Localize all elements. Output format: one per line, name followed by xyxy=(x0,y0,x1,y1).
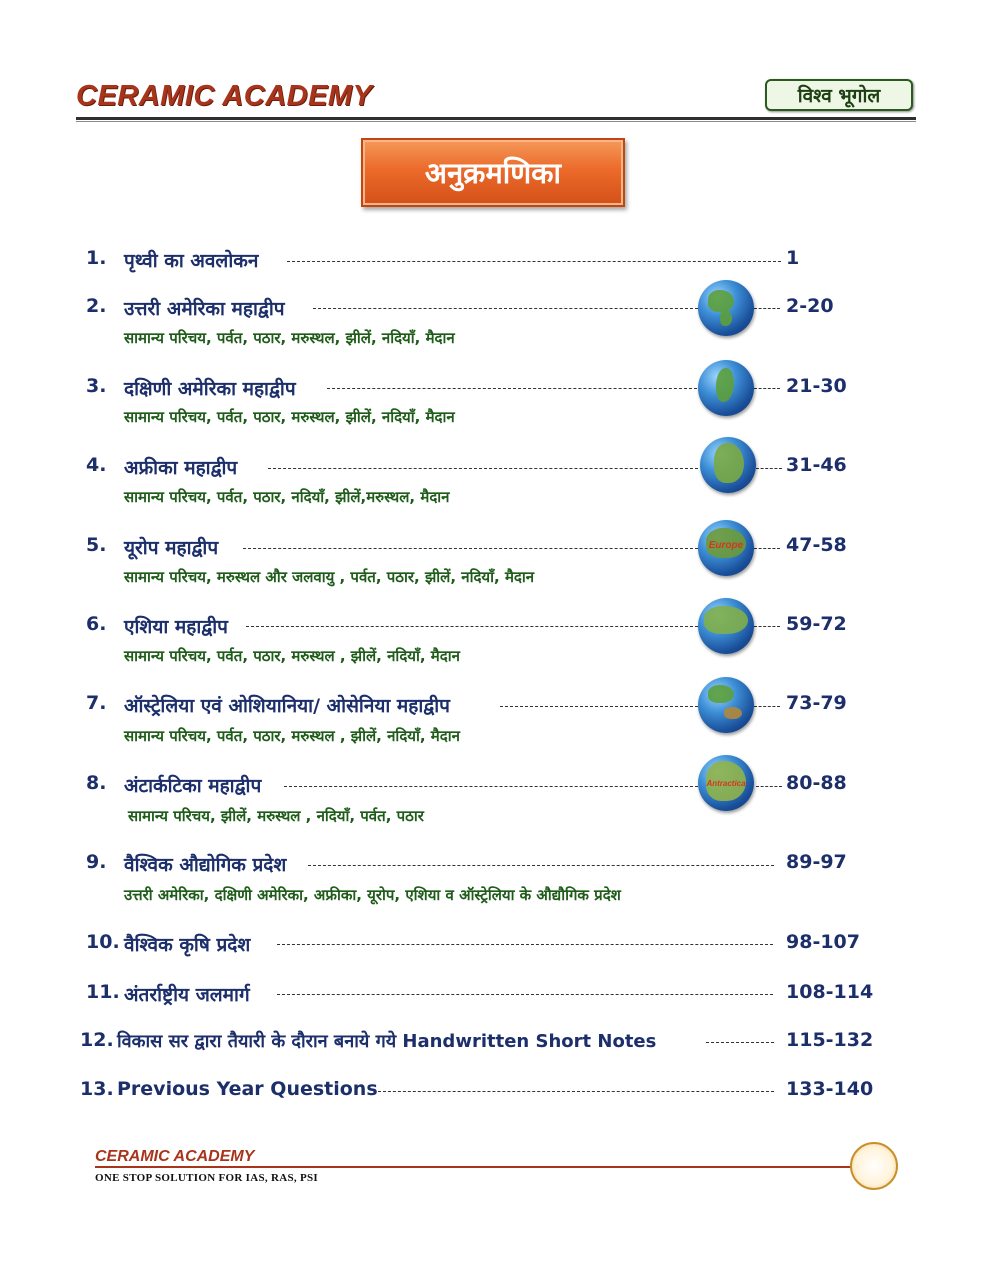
north-america-globe-icon xyxy=(698,280,754,336)
entry-number: 5. xyxy=(86,534,107,556)
europe-globe-icon xyxy=(698,520,754,576)
entry-title: दक्षिणी अमेरिका महाद्वीप xyxy=(124,378,296,400)
entry-number: 8. xyxy=(86,772,107,794)
entry-subtopics: सामान्य परिचय, पर्वत, पठार, मरुस्थल , झीलें, नदियाँ, मैदान xyxy=(124,647,460,665)
dot-leader xyxy=(327,388,697,389)
entry-number: 1. xyxy=(86,247,107,269)
africa-globe-icon xyxy=(700,437,756,493)
dot-leader xyxy=(754,388,780,389)
entry-title: विकास सर द्वारा तैयारी के दौरान बनाये गये Handwritten Short Notes xyxy=(117,1031,657,1052)
dot-leader xyxy=(313,308,698,309)
entry-subtopics: सामान्य परिचय, पर्वत, पठार, मरुस्थल, झीलें, नदियाँ, मैदान xyxy=(124,408,455,426)
header-rule xyxy=(76,117,916,120)
entry-title: Previous Year Questions xyxy=(117,1078,378,1100)
entry-pages: 47-58 xyxy=(786,534,847,556)
entry-pages: 73-79 xyxy=(786,692,847,714)
entry-pages: 98-107 xyxy=(786,931,860,953)
subject-badge: विश्व भूगोल xyxy=(765,79,913,111)
index-title: अनुक्रमणिका xyxy=(361,138,625,207)
entry-pages: 80-88 xyxy=(786,772,847,794)
entry-title: अंटार्कटिका महाद्वीप xyxy=(124,775,262,797)
header-rule-thin xyxy=(76,121,916,122)
entry-title: वैश्विक औद्योगिक प्रदेश xyxy=(124,854,287,876)
dot-leader xyxy=(378,1091,774,1092)
entry-number: 2. xyxy=(86,295,107,317)
dot-leader xyxy=(754,626,780,627)
dot-leader xyxy=(706,1042,774,1043)
entry-number: 13. xyxy=(80,1078,114,1100)
dot-leader xyxy=(756,468,782,469)
entry-subtopics: सामान्य परिचय, मरुस्थल और जलवायु , पर्वत, पठार, झीलें, नदियाँ, मैदान xyxy=(124,568,535,586)
entry-subtopics: सामान्य परिचय, पर्वत, पठार, मरुस्थल , झीलें, नदियाँ, मैदान xyxy=(124,727,460,745)
dot-leader xyxy=(754,548,780,549)
entry-subtopics: सामान्य परिचय, पर्वत, पठार, नदियाँ, झीलें,मरुस्थल, मैदान xyxy=(124,488,450,506)
dot-leader xyxy=(243,548,698,549)
footer-tagline: ONE STOP SOLUTION FOR IAS, RAS, PSI xyxy=(95,1172,319,1184)
dot-leader xyxy=(754,308,780,309)
footer-seal-icon xyxy=(850,1142,898,1190)
entry-title: अंतर्राष्ट्रीय जलमार्ग xyxy=(124,984,250,1006)
dot-leader xyxy=(287,261,781,262)
entry-number: 7. xyxy=(86,692,107,714)
entry-pages: 1 xyxy=(786,247,800,269)
dot-leader xyxy=(246,626,698,627)
south-america-globe-icon xyxy=(698,360,754,416)
entry-title: ऑस्ट्रेलिया एवं ओशियानिया/ ओसेनिया महाद्वीप xyxy=(124,695,450,717)
entry-number: 4. xyxy=(86,454,107,476)
entry-title: वैश्विक कृषि प्रदेश xyxy=(124,934,251,956)
entry-subtopics: सामान्य परिचय, पर्वत, पठार, मरुस्थल, झीलें, नदियाँ, मैदान xyxy=(124,329,455,347)
dot-leader xyxy=(268,468,698,469)
entry-title: एशिया महाद्वीप xyxy=(124,616,228,638)
dot-leader xyxy=(277,994,773,995)
dot-leader xyxy=(277,944,773,945)
antarctica-globe-icon xyxy=(698,755,754,811)
entry-number: 12. xyxy=(80,1029,114,1051)
header-brand: CERAMIC ACADEMY xyxy=(76,80,373,112)
entry-pages: 31-46 xyxy=(786,454,847,476)
entry-title: यूरोप महाद्वीप xyxy=(124,537,219,559)
dot-leader xyxy=(500,706,698,707)
footer-rule xyxy=(95,1166,855,1168)
entry-number: 3. xyxy=(86,375,107,397)
entry-pages: 115-132 xyxy=(786,1029,874,1051)
entry-title: अफ्रीका महाद्वीप xyxy=(124,457,238,479)
entry-subtopics: उत्तरी अमेरिका, दक्षिणी अमेरिका, अफ्रीका, यूरोप, एशिया व ऑस्ट्रेलिया के औद्यौगिक प्रदेश xyxy=(124,886,621,904)
globe-label: Antractica xyxy=(706,779,746,788)
dot-leader xyxy=(284,786,698,787)
dot-leader xyxy=(308,865,774,866)
australia-globe-icon xyxy=(698,677,754,733)
entry-pages: 133-140 xyxy=(786,1078,874,1100)
footer-brand: CERAMIC ACADEMY xyxy=(95,1148,255,1165)
dot-leader xyxy=(754,706,780,707)
entry-number: 9. xyxy=(86,851,107,873)
entry-pages: 89-97 xyxy=(786,851,847,873)
dot-leader xyxy=(756,786,782,787)
entry-number: 10. xyxy=(86,931,120,953)
asia-globe-icon xyxy=(698,598,754,654)
entry-pages: 108-114 xyxy=(786,981,874,1003)
entry-number: 6. xyxy=(86,613,107,635)
entry-subtopics: सामान्य परिचय, झीलें, मरुस्थल , नदियाँ, पर्वत, पठार xyxy=(128,807,424,825)
entry-pages: 2-20 xyxy=(786,295,834,317)
globe-label: Europe xyxy=(708,540,744,551)
entry-title: उत्तरी अमेरिका महाद्वीप xyxy=(124,298,285,320)
entry-title: पृथ्वी का अवलोकन xyxy=(124,250,259,272)
entry-pages: 21-30 xyxy=(786,375,847,397)
entry-pages: 59-72 xyxy=(786,613,847,635)
entry-number: 11. xyxy=(86,981,120,1003)
